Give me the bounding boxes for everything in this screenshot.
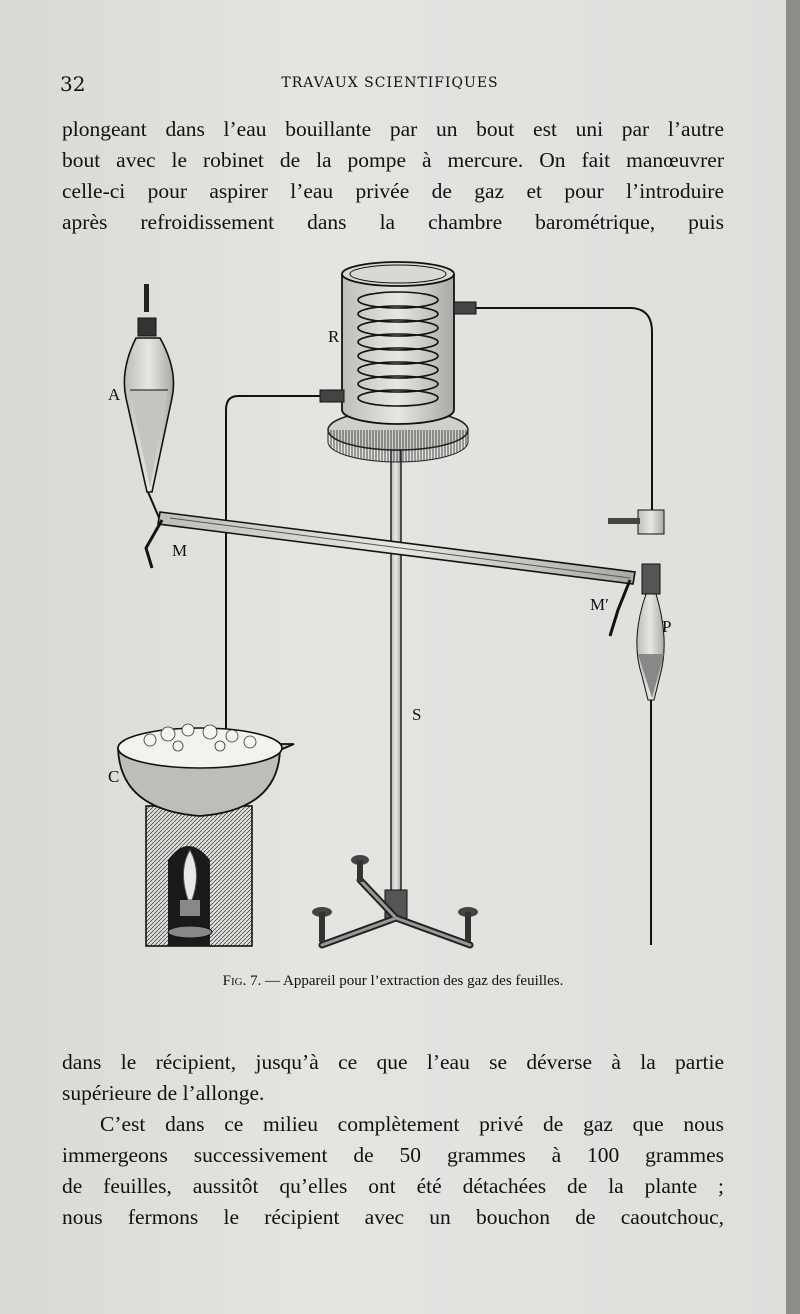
text-line: bout avec le robinet de la pompe à mercure. On fait manœuvrer — [62, 148, 724, 172]
page-header — [60, 72, 720, 96]
top-paragraph — [62, 114, 724, 238]
coil-vessel-r — [320, 262, 476, 424]
text-line: plongeant dans l’eau bouillante par un bout est uni par l’autre — [62, 117, 724, 141]
text-line: immergeons successivement de 50 grammes à 100 grammes — [62, 1143, 724, 1167]
bottom-paragraph-2 — [62, 1109, 724, 1233]
label-r: R — [328, 327, 340, 346]
text-line: supérieure de l’allonge. — [62, 1081, 265, 1105]
text-line: celle-ci pour aspirer l’eau privée de gaz et pour l’introduire — [62, 179, 724, 203]
water-bath-c — [118, 724, 294, 946]
bottom-paragraph-1 — [62, 1047, 724, 1109]
label-p: P — [662, 617, 672, 636]
page-number: 32 — [60, 72, 86, 96]
text-line: de feuilles, aussitôt qu’elles ont été détachées de la plante ; — [62, 1174, 724, 1198]
label-s: S — [412, 705, 422, 724]
stand-s — [312, 450, 478, 945]
page-edge-shadow — [786, 0, 800, 1314]
label-m: M — [172, 541, 188, 560]
figure-number: Fig. 7. — [222, 973, 262, 989]
text-line: nous fermons le récipient avec un bouchon de caoutchouc, — [62, 1205, 724, 1229]
text-line: dans le récipient, jusqu’à ce que l’eau se déverse à la partie — [62, 1050, 724, 1074]
apparatus-figure — [90, 250, 710, 960]
label-c: C — [108, 767, 120, 786]
figure-caption — [62, 973, 724, 990]
caption-text: — Appareil pour l’extraction des gaz des feuilles. — [261, 973, 564, 989]
label-m-prime: M′ — [590, 595, 609, 614]
running-title: TRAVAUX SCIENTIFIQUES — [281, 75, 499, 91]
label-a: A — [108, 385, 121, 404]
funnel-a — [124, 284, 173, 520]
text-line: C’est dans ce milieu complètement privé de gaz que nous — [100, 1112, 724, 1136]
text-line: après refroidissement dans la chambre barométrique, puis — [62, 210, 724, 234]
